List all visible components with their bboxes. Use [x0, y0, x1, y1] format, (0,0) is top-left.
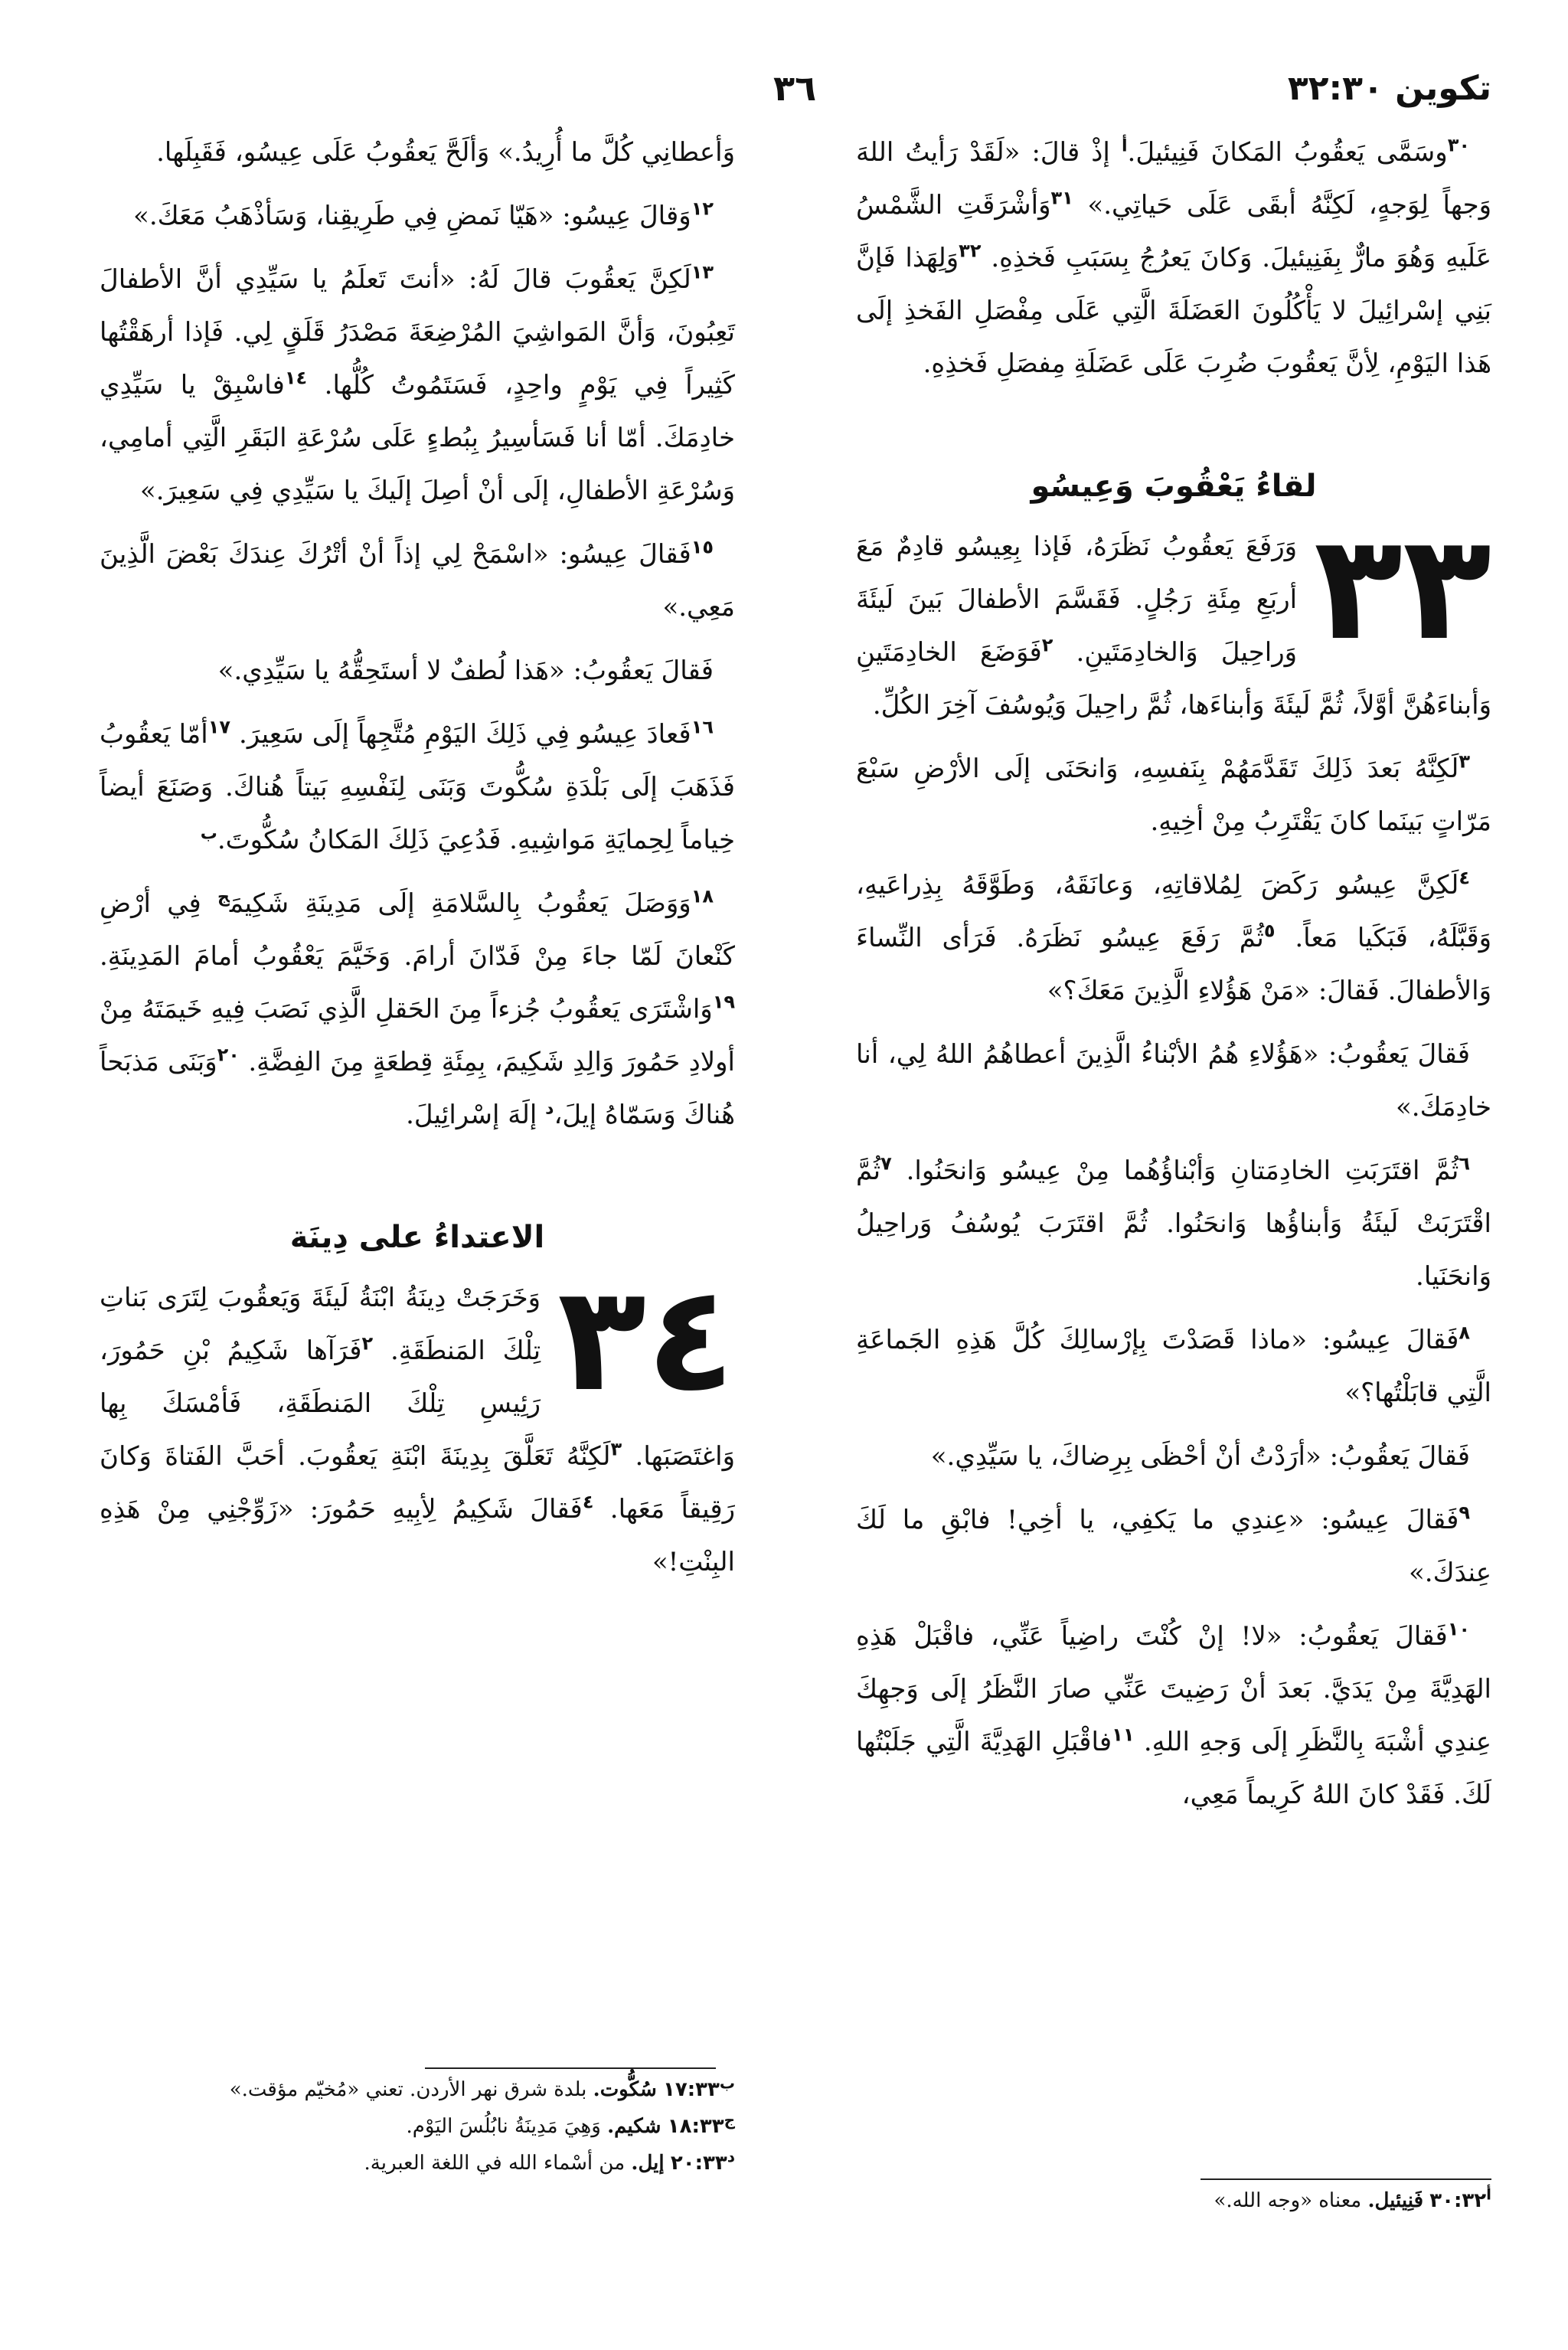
footnote-text: بلدة شرق نهر الأردن. تعني «مُخيّم مؤقت.»: [229, 2078, 593, 2101]
verse-text: فِي أرْضِ كَنْعانَ لَمّا جاءَ مِنْ فَدّانَ أرامَ. وَخَيَّمَ يَعْقُوبُ أمامَ المَدِينَةِ.: [100, 888, 735, 972]
section-heading: لقاءُ يَعْقُوبَ وَعِيسُو: [1031, 469, 1317, 504]
footnote-term: شكيم.: [607, 2115, 662, 2138]
verse-paragraph: [856, 126, 1491, 391]
verse-number: ١٩: [712, 991, 735, 1013]
verse-number: ١٦: [691, 716, 714, 738]
footnote: [856, 2182, 1491, 2219]
verse-text: لَكِنَّ يَعقُوبَ قالَ لَهُ: «أنتَ تَعلَمُ يا سَيِّدِي أنَّ الأطفالَ تَعِبُونَ، وَأنَّ المَواشِيَ المُرْضِعَةَ مَصْدَرُ قَلَقٍ لِي. فَإذا أرهَقْتُها كَثِيراً فِي يَوْمٍ واحِدٍ، فَسَتَمُوتُ كُلُّها.: [100, 264, 735, 400]
verse-text: فاقْبَلِ الهَدِيَّةَ الَّتِي جَلَبْتُها لَكَ. فَقَدْ كانَ اللهُ كَرِيماً مَعِي،: [856, 1727, 1491, 1810]
verse-paragraph: [856, 859, 1491, 1018]
footnotes-left: [100, 2071, 735, 2182]
verse-text: فاسْبِقْ يا سَيِّدِي خادِمَكَ. أمّا أنا فَسَأسِيرُ بِبُطءٍ عَلَى سُرْعَةِ البَقَرِ الَّتِي أمامِي، وَسُرْعَةِ الأطفالِ، إلَى أنْ أصِلَ إلَيكَ يا سَيِّدِي فِي سَعِيرَ.»: [100, 370, 735, 506]
footnote-reference: ٢٠:٣٣: [670, 2152, 727, 2175]
footnote-reference: ١٨:٣٣: [667, 2115, 724, 2138]
verse-paragraph: [856, 1314, 1491, 1420]
footnote-rule: [1200, 2178, 1491, 2180]
verse-text: ثُمَّ اقتَرَبَتِ الخادِمَتانِ وَأبْناؤُهُما مِنْ عِيسُو وَانحَنُوا.: [906, 1155, 1459, 1186]
verse-number: ١٥: [691, 536, 714, 558]
verse-paragraph: [856, 1430, 1491, 1483]
verse-paragraph: [856, 1145, 1491, 1303]
verse-text: وَوَصَلَ يَعقُوبُ بِالسَّلامَةِ إلَى مَدِينَةِ شَكِيمَ: [229, 888, 691, 919]
verse-number: ٥: [1263, 920, 1276, 942]
verse-number: ١٠: [1447, 1618, 1470, 1640]
right-column: [856, 126, 1491, 1832]
running-head: تكوين ٣٢:٣٠: [1287, 68, 1491, 108]
verse-text: فَقالَ يَعقُوبُ: «أرَدْتُ أنْ أحْظَى بِرِضاكَ، يا سَيِّدِي.»: [930, 1441, 1470, 1472]
footnote-marker: أ: [1121, 136, 1128, 156]
verse-text: فَقالَ عِيسُو: «ماذا قَصَدْتَ بِإرْسالِكَ كُلَّ هَذِهِ الجَماعَةِ الَّتِي قابَلْتُها؟»: [856, 1325, 1491, 1408]
verse-number: ٣: [610, 1438, 622, 1460]
verse-number: ٨: [1459, 1322, 1470, 1344]
verse-number: ١٤: [284, 367, 308, 389]
footnote-term: سُكُّوت.: [593, 2078, 657, 2101]
verse-text: إذْ قالَ: «لَقَدْ رَأيتُ اللهَ وَجهاً لِوَجهٍ، لَكِنَّهُ أبقَى عَلَى حَياتِي.»: [856, 137, 1492, 221]
section-heading: الاعتداءُ على دِينَة: [289, 1220, 545, 1255]
verse-paragraph: [100, 528, 735, 634]
verse-text: وَأعطانِي كُلَّ ما أُرِيدُ.» وَألَحَّ يَعقُوبُ عَلَى عِيسُو، فَقَبِلَها.: [156, 137, 735, 168]
verse-number: ٣: [1459, 750, 1470, 773]
verse-text: إلَهَ إسْرائِيلَ.: [406, 1100, 546, 1130]
verse-text: فَوَضَعَ الخادِمَتَينِ وَأبناءَهُنَّ أوَّلاً، ثُمَّ لَيئَةَ وَأبناءَها، ثُمَّ راحِيلَ وَيُوسُفَ آخِرَ الكُلِّ.: [856, 637, 1491, 721]
verse-text: وسَمَّى يَعقُوبُ المَكانَ فَنِيئيلَ.: [1127, 137, 1448, 168]
verse-text: فَقالَ عِيسُو: «عِندِي ما يَكفِي، يا أخِي! فابْقِ ما لَكَ عِندَكَ.»: [856, 1505, 1491, 1588]
verse-paragraph: [100, 708, 735, 867]
chapter-number: ٣٣: [1314, 521, 1491, 672]
footnote-mark: د: [727, 2147, 735, 2166]
verse-text: وَأشْرَقَتِ الشَّمْسُ عَلَيهِ وَهُوَ مارٌّ بِفَنِيئيلَ. وَكانَ يَعرُجُ بِسَبَبِ فَخذِهِ.: [856, 190, 1491, 273]
verse-number: ٧: [880, 1152, 892, 1175]
verse-number: ١٢: [691, 198, 714, 220]
verse-text: فَقالَ يَعقُوبُ: «لا! إنْ كُنْتَ راضِياً عَنِّي، فاقْبَلْ هَذِهِ الهَدِيَّةَ مِنْ يَدَيَّ. بَعدَ أنْ رَضِيتَ عَنِّي صارَ النَّظَرُ إلَى وَجهِكَ عِندِي أشْبَهَ بِالنَّظَرِ إلَى وَجهِ اللهِ.: [856, 1621, 1492, 1757]
verse-text: لَكِنَّ عِيسُو رَكَضَ لِمُلاقاتِهِ، وَعانَقَهُ، وَطَوَّقَهُ بِذِراعَيهِ، وَقَبَّلَهُ، فَبَكَيا مَعاً.: [856, 870, 1492, 953]
footnote-rule: [425, 2067, 716, 2069]
verse-text: فَقالَ يَعقُوبُ: «هَؤُلاءِ هُمُ الأبْناءُ الَّذِينَ أعطاهُمُ اللهُ لِي، أنا خادِمَكَ.»: [856, 1039, 1491, 1123]
page-number: ٣٦: [773, 67, 817, 109]
chapter-number: ٣٤: [557, 1272, 735, 1423]
footnote-marker: ب: [200, 824, 217, 844]
footnote: [100, 2071, 735, 2108]
verse-number: ٤: [1459, 867, 1470, 889]
verse-text: وَرَفَعَ يَعقُوبُ نَظَرَهُ، فَإذا بِعِيسُو قادِمٌ مَعَ أربَعِ مِئَةِ رَجُلٍ. فَقَسَّمَ الأطفالَ بَينَ لَيئَةَ وَراحِيلَ وَالخادِمَتَينِ.: [856, 531, 1298, 668]
footnote: [100, 2108, 735, 2145]
verse-text: فَرَآها شَكِيمُ بْنِ حَمُورَ، رَئِيسِ تِلْكَ المَنطَقَةِ، فَأمْسَكَ بِها وَاغتَصَبَها.: [100, 1335, 735, 1472]
verse-number: ٢: [361, 1332, 374, 1355]
verse-paragraph: [100, 190, 735, 243]
verse-paragraph: [100, 253, 735, 518]
footnote-term: إيل.: [631, 2152, 665, 2175]
verse-paragraph: [856, 1028, 1491, 1134]
page-header: [100, 54, 1491, 123]
verse-text: ثُمَّ رَفَعَ عِيسُو نَظَرَهُ. فَرَأى النِّساءَ وَالأطفالَ. فَقالَ: «مَنْ هَؤُلاءِ الَّذِينَ مَعَكَ؟»: [856, 923, 1491, 1006]
verse-text: ثُمَّ اقْتَرَبَتْ لَيئَةُ وَأبناؤُها وَانحَنُوا. ثُمَّ اقتَرَبَ يُوسُفُ وَراحِيلُ وَانحَنَيا.: [856, 1155, 1491, 1292]
footnote-term: فَنِيئيل.: [1367, 2189, 1423, 2212]
verse-paragraph: [856, 1610, 1491, 1822]
verse-text: وَخَرَجَتْ دِينَةُ ابْنَةُ لَيئَةَ وَيَعقُوبَ لِتَرَى بَناتِ تِلْكَ المَنطَقَةِ.: [100, 1283, 541, 1366]
footnote: [100, 2145, 735, 2182]
verse-paragraph: [100, 878, 735, 1142]
verse-text: فَعادَ عِيسُو فِي ذَلِكَ اليَوْمِ مُتَّجِهاً إلَى سَعِيرَ.: [239, 719, 691, 750]
verse-number: ١٣: [691, 261, 714, 283]
footnote-mark: أ: [1486, 2185, 1491, 2204]
verse-paragraph: [856, 743, 1491, 848]
verse-number: ٢٠: [217, 1044, 240, 1066]
verse-paragraph: [856, 1494, 1491, 1600]
verse-number: ١٨: [691, 885, 714, 907]
verse-number: ١١: [1112, 1724, 1135, 1746]
verse-text: فَقالَ يَعقُوبُ: «هَذا لُطفٌ لا أستَحِقُّهُ يا سَيِّدِي.»: [217, 655, 714, 686]
chapter-start: [856, 521, 1491, 743]
verse-text: وَاشْتَرَى يَعقُوبُ جُزءاً مِنَ الحَقلِ الَّذِي نَصَبَ فِيهِ خَيمَتَهُ مِنْ أولادِ حَمُورَ وَالِدِ شَكِيمَ، بِمِئَةِ قِطعَةٍ مِنَ الفِضَّةِ.: [100, 994, 735, 1077]
verse-text: لَكِنَّهُ تَعَلَّقَ بِدِينَةَ ابْنَةِ يَعقُوبَ. أحَبَّ الفَتاةَ وَكانَ رَقِيقاً مَعَها.: [100, 1441, 735, 1525]
verse-text: أمّا يَعقُوبُ فَذَهَبَ إلَى بَلْدَةِ سُكُّوتَ وَبَنَى لِنَفْسِهِ بَيتاً هُناكَ. وَصَنَعَ أيضاً خِياماً لِحِمايَةِ مَواشِيهِ. فَدُعِيَ ذَلِكَ المَكانُ سُكُّوتَ.: [100, 719, 735, 855]
footnotes-right: [856, 2182, 1491, 2219]
left-column: [100, 126, 735, 1600]
verse-number: ٣١: [1050, 187, 1073, 209]
footnote-marker: ج: [217, 887, 230, 907]
footnote-mark: ب: [719, 2074, 735, 2093]
verse-text: وَلِهَذا فَإنَّ بَنِي إسْرائِيلَ لا يَأْكُلُونَ العَضَلَةَ الَّتِي عَلَى مِفْصَلِ الفَخذِ إلَى هَذا اليَوْمِ، لِأنَّ يَعقُوبَ ضُرِبَ عَلَى عَضَلَةِ مِفصَلِ فَخذِهِ.: [856, 243, 1491, 379]
verse-number: ٤: [582, 1491, 594, 1513]
verse-number: ٣٠: [1447, 134, 1470, 156]
footnote-reference: ١٧:٣٣: [663, 2078, 720, 2101]
verse-paragraph: [100, 126, 735, 179]
footnote-text: معناه «وجه الله.»: [1214, 2189, 1368, 2212]
verse-number: ٦: [1459, 1152, 1470, 1175]
verse-text: وَبَنَى مَذبَحاً هُناكَ وَسَمّاهُ إيلَ،: [100, 1047, 735, 1130]
verse-text: فَقالَ شَكِيمُ لِأبِيهِ حَمُورَ: «زَوِّجْنِي مِنْ هَذِهِ البِنْتِ!»: [100, 1494, 735, 1577]
verse-text: فَقالَ عِيسُو: «اسْمَحْ لِي إذاً أنْ أتْرُكَ عِندَكَ بَعْضَ الَّذِينَ مَعِي.»: [100, 539, 735, 623]
footnote-text: من أسْماء الله في اللغة العبرية.: [364, 2152, 632, 2175]
footnote-mark: ج: [724, 2110, 735, 2129]
footnote-reference: ٣٠:٣٢: [1429, 2189, 1487, 2212]
footnote-text: وَهِيَ مَدِينَةُ نابُلُسَ اليَوْم.: [406, 2115, 608, 2138]
verse-text: وَقالَ عِيسُو: «هَيّا نَمضِ فِي طَرِيقِنا، وَسَأذْهَبُ مَعَكَ.»: [133, 201, 691, 231]
verse-text: لَكِنَّهُ بَعدَ ذَلِكَ تَقَدَّمَهُمْ بِنَفسِهِ، وَانحَنَى إلَى الأرْضِ سَبْعَ مَرّاتٍ بَينَما كانَ يَقْتَرِبُ مِنْ أخِيهِ.: [856, 753, 1491, 837]
verse-number: ٩: [1459, 1502, 1470, 1524]
verse-number: ٣٢: [959, 240, 982, 262]
verse-number: ١٧: [207, 716, 230, 738]
chapter-start: [100, 1272, 735, 1600]
verse-paragraph: [100, 645, 735, 698]
verse-number: ٢: [1041, 634, 1054, 656]
footnote-marker: د: [545, 1099, 554, 1119]
